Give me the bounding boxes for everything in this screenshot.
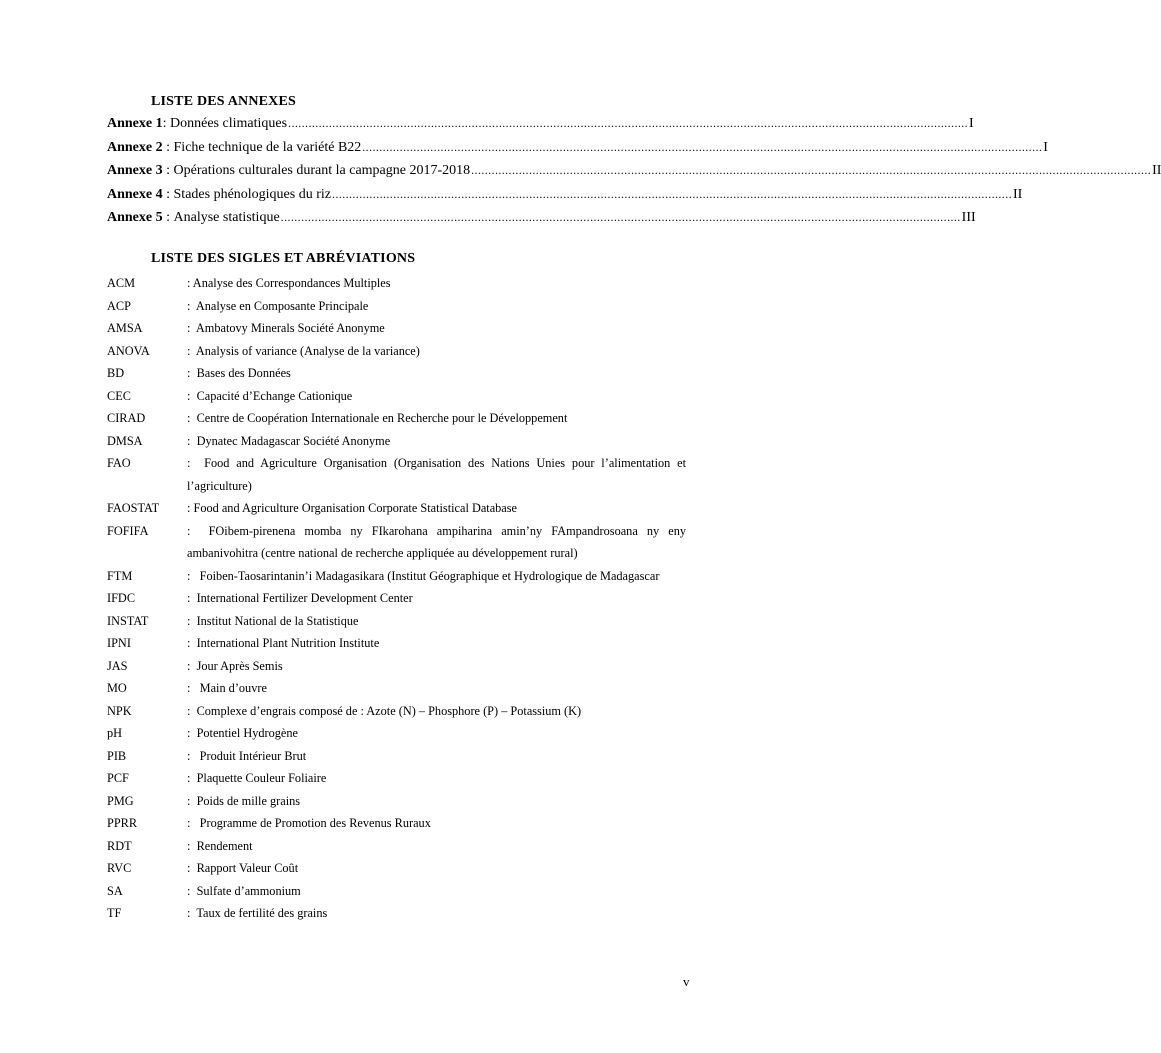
sigle-entry: [107, 632, 686, 655]
sigle-entry: [107, 565, 686, 588]
sigle-definition: : Rendement: [187, 838, 253, 853]
sigle-definition: : Potentiel Hydrogène: [187, 726, 298, 740]
sigle-abbreviation: IPNI: [107, 636, 131, 650]
sigles-list: [107, 272, 690, 925]
sigle-entry: [107, 880, 686, 903]
sigle-definition: : Centre de Coopération Internationale en Recherche pour le Développement: [187, 411, 568, 425]
sigle-definition: : Complexe d’engrais composé de : Azote (N) – Phosphore (P) – Potassium (K): [187, 703, 582, 718]
sigle-definition: : Ambatovy Minerals Société Anonyme: [187, 321, 385, 335]
annex-title: Opérations culturales durant la campagne 2017-2018: [173, 163, 471, 178]
annex-separator: :: [162, 163, 174, 178]
annexes-heading: LISTE DES ANNEXES: [151, 94, 297, 109]
sigle-abbreviation: FAOSTAT: [107, 501, 160, 515]
annex-entry[interactable]: [107, 139, 1048, 164]
annex-page-ref: III: [961, 210, 976, 225]
sigle-entry: [107, 677, 686, 700]
sigle-abbreviation: FOFIFA: [107, 523, 149, 538]
sigle-abbreviation: IFDC: [107, 591, 136, 605]
sigle-entry: [107, 655, 686, 678]
sigle-definition: : Analyse en Composante Principale: [187, 298, 369, 313]
sigle-definition: : Foiben-Taosarintanin’i Madagasikara (Institut Géographique et Hydrologique de Madagascar: [187, 568, 660, 583]
annex-label: Annexe 1: [107, 116, 163, 131]
sigle-entry: [107, 902, 686, 925]
annex-entry[interactable]: [107, 116, 974, 140]
sigle-abbreviation: FAO: [107, 456, 131, 470]
sigle-definition: : Analysis of variance (Analyse de la variance): [187, 343, 420, 358]
sigle-definition: : Bases des Données: [187, 366, 291, 380]
sigle-entry: [107, 790, 686, 813]
sigle-abbreviation: RVC: [107, 861, 132, 875]
annex-label: Annexe 4: [107, 186, 163, 202]
sigle-definition: : Rapport Valeur Coût: [187, 861, 299, 875]
sigle-entry: [107, 745, 686, 768]
sigle-definition: : International Fertilizer Development Center: [187, 591, 413, 605]
sigle-definition: : Plaquette Couleur Foliaire: [187, 771, 327, 785]
annex-page-ref: II: [1013, 186, 1023, 202]
sigle-entry: [107, 452, 690, 497]
annex-label: Annexe 5: [107, 210, 163, 225]
sigle-entry: [107, 430, 686, 453]
annex-entry[interactable]: [107, 186, 1023, 211]
sigle-entry: [107, 295, 686, 318]
sigle-entry: [107, 767, 686, 790]
sigle-entry: [107, 520, 690, 565]
annex-page-ref: II: [1152, 163, 1161, 178]
sigle-abbreviation: TF: [107, 906, 122, 920]
sigle-abbreviation: SA: [107, 883, 123, 898]
annex-page-ref: I: [969, 116, 974, 131]
sigle-entry: [107, 857, 686, 880]
sigle-definition: : Institut National de la Statistique: [187, 613, 359, 628]
sigle-abbreviation: MO: [107, 681, 127, 695]
sigle-definition: : Taux de fertilité des grains: [187, 906, 328, 920]
sigle-definition: : International Plant Nutrition Institute: [187, 636, 380, 650]
annex-title: Analyse statistique: [173, 210, 280, 225]
sigle-abbreviation: BD: [107, 366, 125, 380]
sigle-definition: : Jour Après Semis: [187, 658, 283, 673]
sigle-definition: : Food and Agriculture Organisation (Organisation des Nations Unies pour l’alimentation et l’agriculture): [187, 456, 690, 493]
sigle-abbreviation: ANOVA: [107, 343, 150, 358]
sigle-entry: [107, 362, 686, 385]
sigle-definition: : Capacité d’Echange Cationique: [187, 388, 353, 403]
sigle-abbreviation: ACM: [107, 276, 136, 290]
sigle-entry: [107, 722, 686, 745]
sigle-abbreviation: INSTAT: [107, 613, 149, 628]
sigle-definition: : Programme de Promotion des Revenus Ruraux: [187, 816, 431, 830]
dot-leader: ........................................................................................................................................................................................................: [288, 116, 969, 130]
sigle-entry: [107, 272, 686, 295]
annex-title: Données climatiques: [170, 116, 288, 131]
sigle-definition: : Produit Intérieur Brut: [187, 748, 307, 763]
sigle-entry: [107, 385, 686, 408]
sigles-heading: LISTE DES SIGLES ET ABRÉVIATIONS: [151, 251, 416, 266]
sigle-definition: : Analyse des Correspondances Multiples: [187, 276, 391, 290]
sigle-definition: : Food and Agriculture Organisation Corporate Statistical Database: [187, 501, 518, 515]
dot-leader: ........................................................................................................................................................................................................: [332, 186, 1012, 201]
annex-separator: :: [162, 116, 171, 131]
sigle-abbreviation: CIRAD: [107, 411, 146, 425]
sigle-abbreviation: ACP: [107, 298, 131, 313]
sigle-abbreviation: PIB: [107, 748, 127, 763]
sigle-definition: : Poids de mille grains: [187, 793, 301, 808]
annex-page-ref: I: [1043, 139, 1048, 155]
dot-leader: ........................................................................................................................................................................................................: [471, 163, 1152, 177]
sigle-definition: : Main d’ouvre: [187, 681, 267, 695]
sigle-entry: [107, 317, 686, 340]
annex-separator: :: [162, 186, 174, 202]
sigle-abbreviation: RDT: [107, 838, 132, 853]
sigle-abbreviation: PMG: [107, 793, 134, 808]
sigle-definition: : FOibem-pirenena momba ny FIkarohana ampiharina amin’ny FAmpandrosoana ny eny ambanivohitra (centre national de recherche appliquée au développement rural): [187, 523, 690, 560]
annex-entry[interactable]: [107, 163, 1161, 187]
sigle-entry: [107, 700, 686, 723]
sigle-entry: [107, 835, 686, 858]
sigle-entry: [107, 812, 686, 835]
annex-entry[interactable]: [107, 210, 976, 234]
dot-leader: ........................................................................................................................................................................................................: [362, 139, 1043, 154]
sigle-abbreviation: pH: [107, 726, 123, 740]
annex-label: Annexe 3: [107, 163, 163, 178]
sigle-abbreviation: NPK: [107, 703, 132, 718]
annex-separator: :: [162, 210, 174, 225]
sigle-definition: : Dynatec Madagascar Société Anonyme: [187, 433, 391, 448]
page-number: v: [683, 974, 690, 989]
sigle-abbreviation: JAS: [107, 658, 128, 673]
sigle-entry: [107, 340, 686, 363]
annexes-list: [107, 116, 1161, 234]
sigle-entry: [107, 610, 686, 633]
sigle-abbreviation: PCF: [107, 771, 129, 785]
annex-title: Fiche technique de la variété B22: [173, 139, 362, 155]
annex-separator: :: [162, 139, 174, 155]
sigle-abbreviation: DMSA: [107, 433, 143, 448]
sigle-abbreviation: CEC: [107, 388, 131, 403]
sigle-entry: [107, 587, 686, 610]
sigle-definition: : Sulfate d’ammonium: [187, 883, 301, 898]
sigle-abbreviation: FTM: [107, 568, 133, 583]
sigle-abbreviation: PPRR: [107, 816, 138, 830]
dot-leader: ........................................................................................................................................................................................................: [280, 210, 961, 224]
annex-title: Stades phénologiques du riz: [173, 186, 331, 202]
sigle-abbreviation: AMSA: [107, 321, 143, 335]
sigle-entry: [107, 407, 686, 430]
sigle-entry: [107, 497, 686, 520]
annex-label: Annexe 2: [107, 139, 163, 155]
